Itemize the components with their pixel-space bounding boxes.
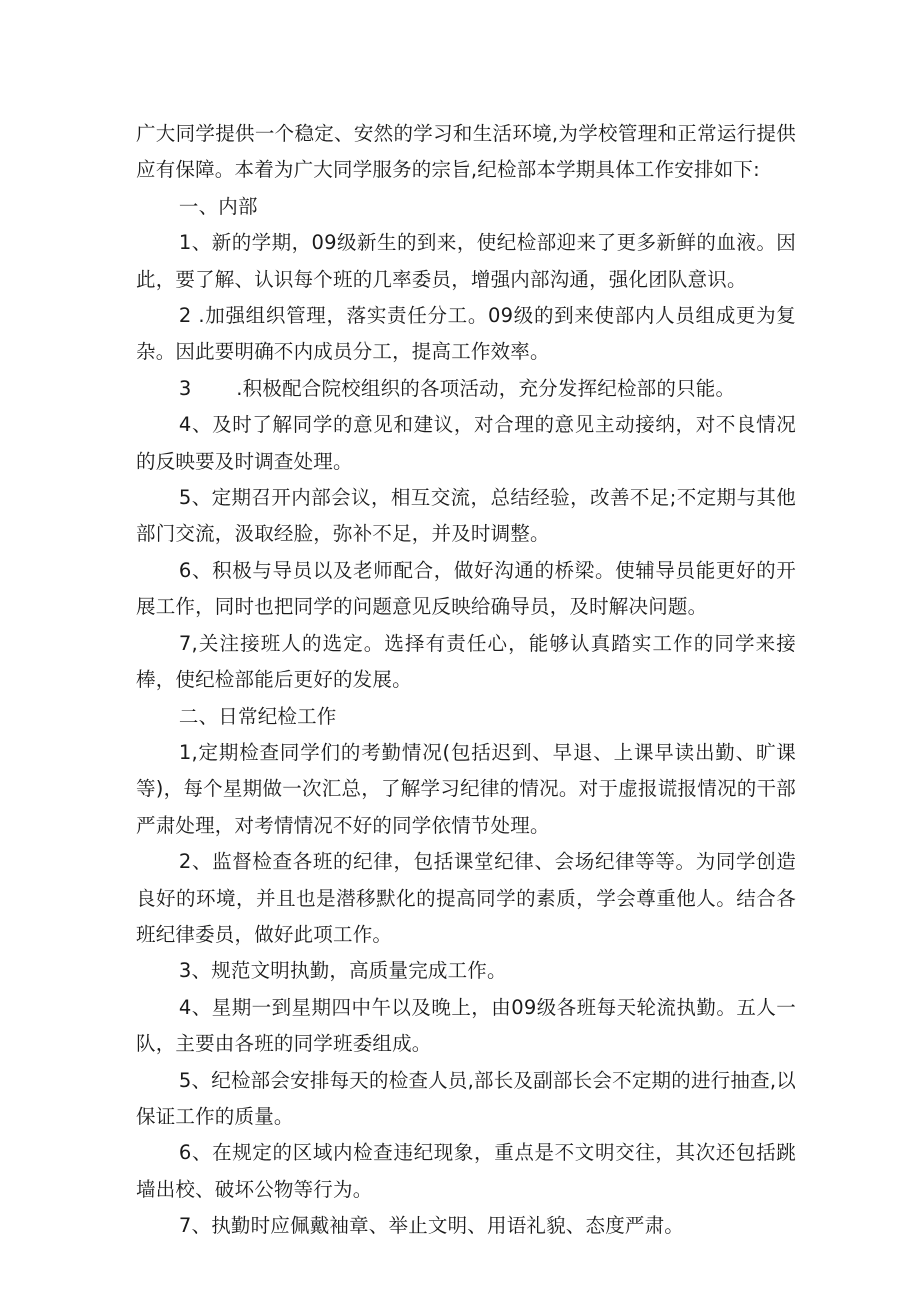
daily-item-4: 4、星期一到星期四中午以及晚上，由09级各班每天轮流执勤。五人一队，主要由各班的同学班委组成。 <box>136 995 796 1056</box>
intro-paragraph: 广大同学提供一个稳定、安然的学习和生活环境,为学校管理和正常运行提供应有保障。本着为广大同学服务的宗旨,纪检部本学期具体工作安排如下: <box>136 122 796 182</box>
internal-item-3: 3 .积极配合院校组织的各项活动，充分发挥纪检部的只能。 <box>178 376 736 400</box>
internal-item-2: 2 .加强组织管理，落实责任分工。09级的到来使部内人员组成更为复杂。因此要明确不内成员分工，提高工作效率。 <box>136 304 796 364</box>
daily-item-5: 5、纪检部会安排每天的检查人员,部长及副部长会不定期的进行抽查,以保证工作的质量。 <box>136 1068 796 1128</box>
daily-item-7: 7、执勤时应佩戴袖章、举止文明、用语礼貌、态度严肃。 <box>178 1214 684 1238</box>
daily-item-1: 1,定期检查同学们的考勤情况(包括迟到、早退、上课早读出勤、旷课等)，每个星期做一次汇总，了解学习纪律的情况。对于虚报谎报情况的干部严肃处理，对考情情况不好的同学依情节处理。 <box>136 740 796 837</box>
internal-item-1: 1、新的学期，09级新生的到来，使纪检部迎来了更多新鲜的血液。因此，要了解、认识每个班的几率委员，增强内部沟通，强化团队意识。 <box>136 231 796 291</box>
section-heading-internal: 一、内部 <box>178 194 258 218</box>
internal-item-7: 7,关注接班人的选定。选择有责任心，能够认真踏实工作的同学来接棒，使纪检部能后更好的发展。 <box>136 631 796 692</box>
internal-item-5: 5、定期召开内部会议，相互交流，总结经验，改善不足;不定期与其他部门交流，汲取经脸，弥补不足，并及时调整。 <box>136 486 796 546</box>
internal-item-4: 4、及时了解同学的意见和建议，对合理的意见主动接纳，对不良情况的反映要及时调查处理。 <box>136 413 796 473</box>
document-body <box>136 116 796 1245</box>
daily-item-2: 2、监督检查各班的纪律，包括课堂纪律、会场纪律等等。为同学创造良好的环境，并且也是潜移默化的提高同学的素质，学会尊重他人。结合各班纪律委员，做好此项工作。 <box>136 850 796 946</box>
daily-item-3: 3、规范文明执勤，高质量完成工作。 <box>178 959 507 983</box>
daily-item-6: 6、在规定的区域内检查违纪现象，重点是不文明交往，其次还包括跳墙出校、破坏公物等行为。 <box>136 1141 796 1201</box>
internal-item-6: 6、积极与导员以及老师配合，做好沟通的桥梁。使辅导员能更好的开展工作，同时也把同学的问题意见反映给确导员，及时解决问题。 <box>136 558 796 619</box>
section-heading-daily: 二、日常纪检工作 <box>178 704 337 728</box>
